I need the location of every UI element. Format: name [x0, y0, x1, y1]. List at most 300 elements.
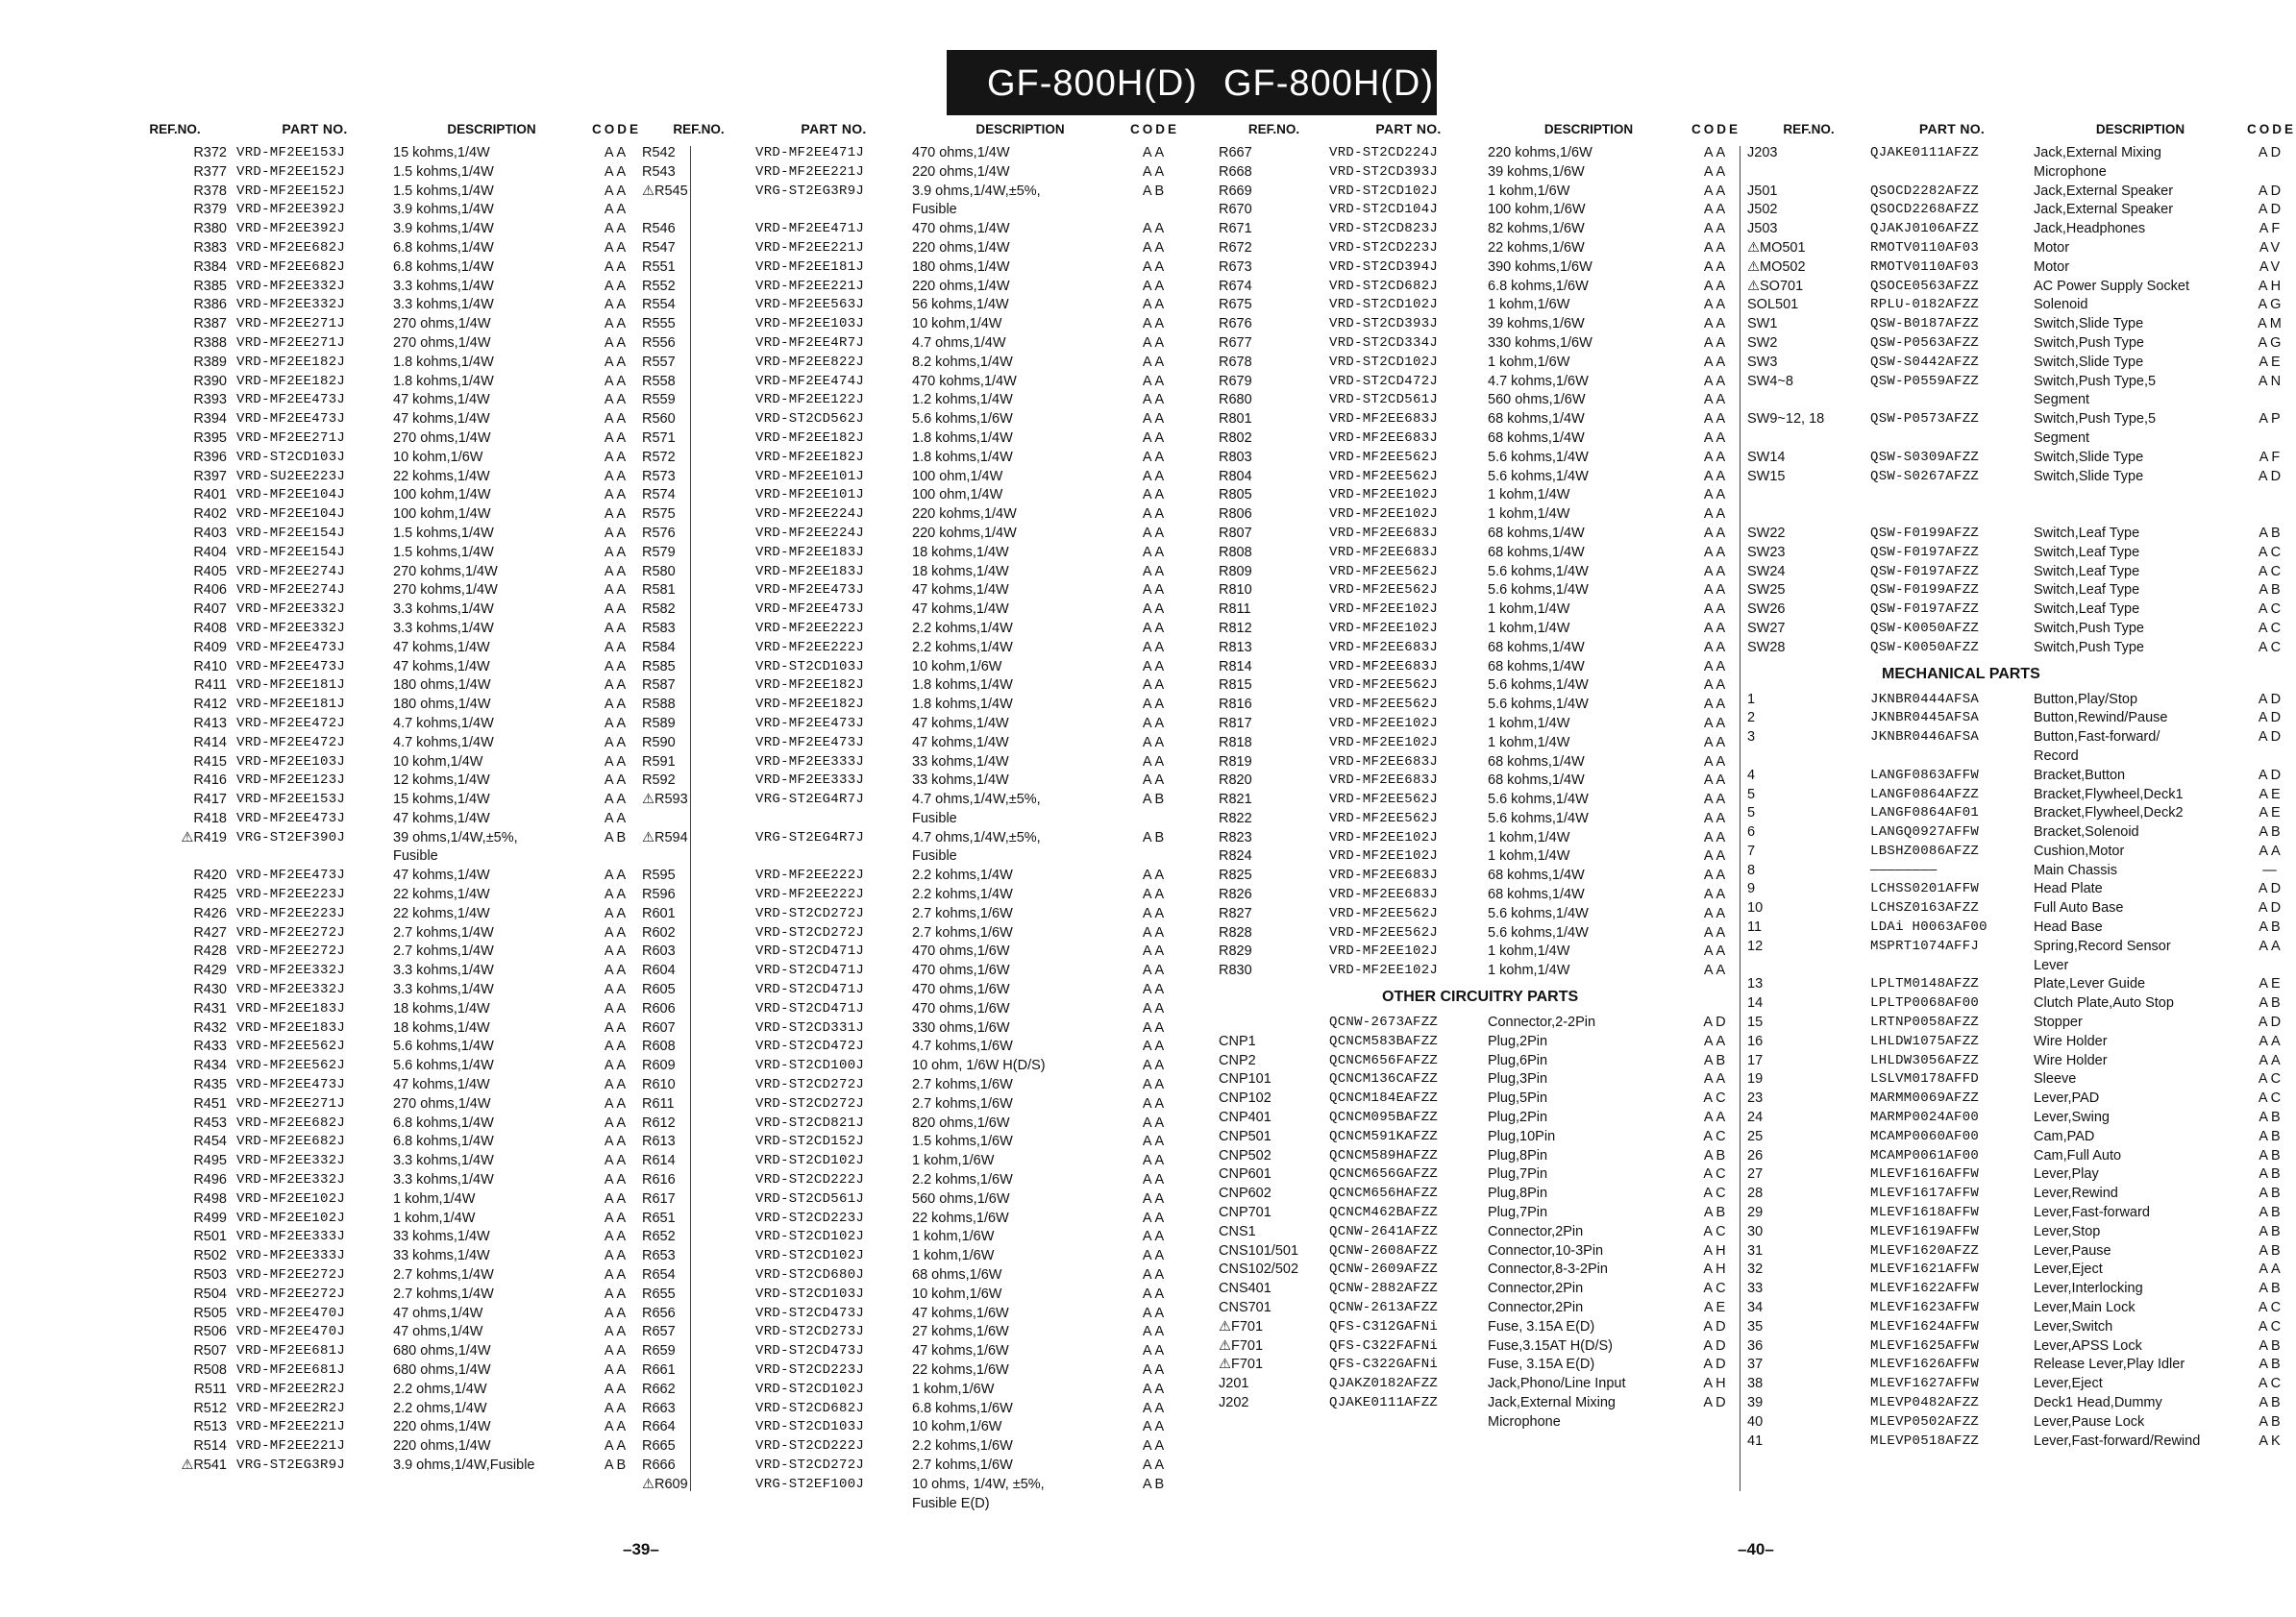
- part-no-cell: VRD-ST2CD272J: [755, 1457, 865, 1473]
- ref-no-cell: R514: [193, 1438, 227, 1455]
- table-row: [642, 1381, 1181, 1400]
- price-code-cell: AB: [1703, 1052, 1729, 1068]
- price-code-cell: AD: [1703, 1015, 1729, 1031]
- description-cell: Fusible: [912, 848, 957, 865]
- price-code-cell: AA: [1142, 1286, 1168, 1302]
- part-no-cell: [755, 201, 912, 220]
- part-no-cell: VRD-MF2EE183J: [755, 544, 865, 560]
- table-row: [123, 296, 643, 315]
- price-code-cell: AB: [2259, 995, 2284, 1012]
- ref-no-cell: 11: [1747, 919, 1763, 936]
- description-cell: Switch,Slide Type: [2034, 316, 2144, 332]
- description-cell: 5.6 kohms,1/4W: [1488, 449, 1589, 465]
- price-code-cell: AA: [1142, 411, 1168, 428]
- part-no-cell: QCNW-2609AFZZ: [1329, 1262, 1439, 1278]
- price-code-cell: AA: [604, 202, 630, 218]
- table-row: [1747, 823, 2295, 843]
- part-no-cell: VRD-ST2CD471J: [755, 963, 865, 979]
- part-no-cell: [1870, 747, 2034, 767]
- ref-no-cell: SW14: [1747, 449, 1786, 465]
- part-no-cell: VRD-MF2EE682J: [236, 239, 346, 256]
- part-no-cell: VRD-MF2EE332J: [236, 601, 346, 618]
- ref-no-cell: R811: [1219, 601, 1251, 618]
- part-no-cell: LPLTP0068AF00: [1870, 995, 1980, 1012]
- price-code-cell: AA: [1142, 715, 1168, 731]
- ref-no-cell: ⚠R593: [642, 792, 688, 808]
- ref-no-cell: R435: [193, 1077, 227, 1093]
- description-cell: 22 kohms,1/6W: [912, 1210, 1009, 1226]
- table-row: [1219, 696, 1742, 715]
- price-code-cell: AA: [1142, 1077, 1168, 1093]
- description-cell: Plug,10Pin: [1488, 1128, 1556, 1144]
- price-code-cell: [1128, 810, 1181, 829]
- ref-no-cell: 36: [1747, 1337, 1764, 1354]
- ref-no-cell: R554: [642, 297, 676, 313]
- table-row: [1747, 1280, 2295, 1299]
- ref-no-cell: R404: [193, 544, 227, 560]
- price-code-cell: [1690, 1413, 1742, 1433]
- description-cell: 220 kohms,1/6W: [1488, 145, 1592, 160]
- part-no-cell: VRD-MF2EE683J: [1329, 658, 1439, 674]
- price-code-cell: AD: [2258, 881, 2284, 897]
- price-code-cell: AA: [1142, 887, 1168, 903]
- ref-no-cell: R816: [1219, 697, 1252, 713]
- part-no-cell: MLEVF1618AFFW: [1870, 1205, 1980, 1221]
- description-cell: 10 ohms, 1/4W, ±5%,: [912, 1476, 1045, 1492]
- table-row: [1747, 239, 2295, 258]
- part-no-cell: VRD-MF2EE473J: [755, 715, 865, 731]
- ref-no-cell: R511: [194, 1381, 227, 1397]
- part-no-cell: LPLTM0148AFZZ: [1870, 976, 1980, 992]
- description-cell: 47 kohms,1/4W: [393, 658, 490, 674]
- ref-no-cell: 6: [1747, 824, 1756, 841]
- ref-no-cell: R502: [193, 1248, 227, 1264]
- description-cell: 5.6 kohms,1/6W: [912, 411, 1013, 428]
- description-cell: Lever,Pause Lock: [2034, 1413, 2145, 1430]
- part-no-cell: VRD-MF2EE182J: [236, 354, 346, 370]
- ref-no-cell: R612: [642, 1115, 676, 1131]
- price-code-cell: AA: [1703, 753, 1729, 770]
- description-cell: 6.8 kohms,1/6W: [912, 1400, 1013, 1416]
- price-code-cell: AA: [1142, 145, 1168, 160]
- description-cell: 22 kohms,1/4W: [393, 887, 490, 903]
- ref-no-cell: ⚠F701: [1219, 1337, 1264, 1354]
- description-cell: Microphone: [2034, 163, 2107, 180]
- price-code-cell: AA: [604, 1058, 630, 1074]
- table-row: [1747, 1337, 2295, 1357]
- part-no-cell: VRD-MF2EE182J: [755, 677, 865, 694]
- description-cell: 270 ohms,1/4W: [393, 334, 491, 351]
- price-code-cell: AA: [1703, 429, 1729, 446]
- price-code-cell: AA: [604, 1153, 630, 1169]
- ref-no-cell: CNP101: [1219, 1071, 1271, 1088]
- price-code-cell: AA: [604, 1229, 630, 1245]
- table-row: [642, 847, 1181, 867]
- description-cell: Fusible: [912, 810, 957, 826]
- ref-no-cell: SW27: [1747, 620, 1786, 636]
- description-cell: 3.3 kohms,1/4W: [393, 601, 494, 618]
- price-code-cell: AA: [1142, 658, 1168, 674]
- part-no-cell: VRD-MF2EE683J: [1329, 639, 1439, 655]
- price-code-cell: AC: [1703, 1090, 1729, 1107]
- ref-no-cell: R418: [193, 810, 227, 826]
- ref-no-cell: 9: [1747, 881, 1756, 897]
- ref-no-cell: R385: [193, 278, 227, 294]
- part-no-cell: VRD-MF2EE681J: [236, 1362, 346, 1378]
- part-no-cell: VRD-MF2EE562J: [1329, 677, 1439, 694]
- ref-no-cell: R824: [1219, 848, 1252, 865]
- ref-no-cell: 17: [1747, 1052, 1764, 1068]
- price-code-cell: AB: [2259, 1147, 2284, 1164]
- ref-no-cell: SW4~8: [1747, 373, 1793, 389]
- table-row: [123, 505, 643, 525]
- ref-no-cell: R417: [193, 792, 227, 808]
- price-code-cell: [2247, 163, 2295, 183]
- description-cell: 5.6 kohms,1/4W: [1488, 582, 1589, 599]
- part-no-cell: VRD-MF2EE271J: [236, 429, 346, 446]
- price-code-cell: AB: [1142, 792, 1168, 808]
- ref-no-cell: R825: [1219, 868, 1252, 884]
- price-code-cell: AA: [1703, 697, 1729, 713]
- table-row: [1747, 296, 2295, 315]
- ref-no-cell: ⚠R545: [642, 183, 688, 199]
- description-cell: 22 kohms,1/4W: [393, 468, 490, 484]
- description-cell: AC Power Supply Socket: [2034, 278, 2189, 294]
- description-cell: 1 kohm,1/6W: [1488, 297, 1570, 313]
- table-row: [1747, 1242, 2295, 1262]
- table-row: [123, 867, 643, 886]
- description-cell: 220 ohms,1/4W: [912, 239, 1010, 256]
- ref-no-cell: R652: [642, 1229, 676, 1245]
- ref-no-cell: 41: [1747, 1433, 1764, 1449]
- ref-no-cell: R662: [642, 1381, 676, 1397]
- ref-no-cell: R676: [1219, 316, 1252, 332]
- price-code-cell: AA: [604, 982, 630, 998]
- part-no-cell: VRD-MF2EE562J: [1329, 449, 1439, 465]
- part-no-cell: VRD-MF2EE101J: [755, 487, 865, 503]
- description-cell: Plug,6Pin: [1488, 1052, 1548, 1068]
- part-no-cell: QJAKZ0182AFZZ: [1329, 1376, 1439, 1392]
- price-code-cell: AA: [604, 334, 630, 351]
- part-no-cell: VRD-MF2EE333J: [755, 772, 865, 789]
- part-no-cell: LCHSS0201AFFW: [1870, 881, 1980, 897]
- price-code-cell: AA: [604, 601, 630, 618]
- description-cell: Bracket,Flywheel,Deck1: [2034, 786, 2184, 802]
- ref-no-cell: R666: [642, 1457, 676, 1473]
- description-cell: 2.7 kohms,1/4W: [393, 1267, 494, 1284]
- part-no-cell: VRD-ST2CD821J: [755, 1115, 865, 1131]
- part-no-cell: VRD-MF2EE562J: [236, 1058, 346, 1074]
- price-code-cell: AA: [1703, 715, 1729, 731]
- table-row: [642, 734, 1181, 753]
- price-code-cell: AB: [1142, 1476, 1168, 1492]
- description-cell: 47 kohms,1/6W: [912, 1305, 1009, 1321]
- part-no-cell: VRD-MF2EE332J: [236, 620, 346, 636]
- price-code-cell: AA: [1703, 639, 1729, 655]
- description-cell: 1 kohm,1/4W: [1488, 963, 1570, 979]
- ref-no-cell: R822: [1219, 810, 1252, 826]
- part-no-cell: VRD-MF2EE562J: [1329, 563, 1439, 579]
- part-no-cell: RMOTV0110AF03: [1870, 239, 1980, 256]
- price-code-cell: AD: [1703, 1395, 1729, 1410]
- part-no-cell: VRD-MF2EE222J: [755, 887, 865, 903]
- part-no-cell: VRD-MF2EE183J: [236, 1019, 346, 1036]
- description-cell: 1.8 kohms,1/4W: [912, 677, 1013, 694]
- part-no-cell: VRD-ST2CD471J: [755, 1000, 865, 1017]
- price-code-cell: AA: [1703, 829, 1729, 845]
- table-row: [1219, 239, 1742, 258]
- part-no-cell: VRD-MF2EE102J: [236, 1210, 346, 1226]
- table-row: [642, 468, 1181, 487]
- ref-no-cell: R508: [193, 1362, 227, 1378]
- table-row: [1219, 449, 1742, 468]
- table-row: [642, 1437, 1181, 1457]
- ref-no-cell: R405: [193, 563, 227, 579]
- price-code-cell: AC: [1703, 1223, 1729, 1239]
- price-code-cell: AA: [1142, 1343, 1168, 1360]
- price-code-cell: AA: [604, 1172, 630, 1188]
- part-no-cell: VRD-ST2CD224J: [1329, 145, 1439, 160]
- price-code-cell: [2247, 957, 2295, 976]
- table-row: [1219, 772, 1742, 791]
- ref-no-cell: R547: [642, 239, 676, 256]
- price-code-cell: AB: [1703, 1205, 1729, 1221]
- part-no-cell: VRD-MF2EE104J: [236, 487, 346, 503]
- ref-no-cell: R503: [193, 1267, 227, 1284]
- ref-no-cell: R415: [193, 753, 227, 770]
- table-row: [123, 1000, 643, 1019]
- ref-no-cell: R410: [193, 658, 227, 674]
- table-row: [1747, 786, 2295, 805]
- ref-no-cell: R383: [193, 239, 227, 256]
- description-cell: 2.2 kohms,1/4W: [912, 868, 1013, 884]
- price-code-cell: AA: [604, 163, 630, 180]
- ref-no-cell: R407: [193, 601, 227, 618]
- column-header: REF.NO. PART NO. DESCRIPTION CODE: [673, 121, 1179, 137]
- description-cell: Switch,Push Type: [2034, 334, 2144, 351]
- ref-no-cell: R512: [193, 1400, 227, 1416]
- part-no-cell: QJAKJ0106AFZZ: [1870, 221, 1980, 237]
- price-code-cell: AA: [604, 411, 630, 428]
- ref-no-cell: R679: [1219, 373, 1252, 389]
- description-cell: Switch,Push Type,5: [2034, 373, 2157, 389]
- price-code-cell: AA: [604, 658, 630, 674]
- price-code-cell: AA: [1142, 258, 1168, 275]
- part-no-cell: QSOCD2268AFZZ: [1870, 202, 1980, 218]
- description-cell: 470 kohms,1/4W: [912, 373, 1017, 389]
- description-cell: Button,Rewind/Pause: [2034, 710, 2168, 726]
- ref-no-cell: R546: [642, 221, 676, 237]
- description-cell: 3.3 kohms,1/4W: [393, 1172, 494, 1188]
- part-no-cell: VRD-MF2EE332J: [236, 278, 346, 294]
- price-code-cell: AA: [1142, 905, 1168, 921]
- price-code-cell: AN: [2258, 373, 2284, 389]
- price-code-cell: AA: [604, 734, 630, 750]
- table-row: [1747, 747, 2295, 767]
- description-cell: 4.7 kohms,1/6W: [1488, 373, 1589, 389]
- part-no-cell: VRD-MF2EE473J: [236, 658, 346, 674]
- price-code-cell: AA: [604, 145, 630, 160]
- price-code-cell: AA: [1703, 677, 1729, 694]
- part-no-cell: VRD-MF2EE2R2J: [236, 1381, 346, 1397]
- ref-no-cell: R542: [642, 145, 676, 160]
- part-no-cell: [1870, 486, 2034, 505]
- parts-column-1: [123, 115, 643, 1476]
- description-cell: 220 kohms,1/4W: [912, 525, 1017, 541]
- description-cell: Switch,Push Type,5: [2034, 411, 2157, 428]
- price-code-cell: AA: [1703, 1110, 1729, 1126]
- section-heading-other-circuitry: OTHER CIRCUITRY PARTS: [1382, 989, 1579, 1006]
- table-row: [123, 658, 643, 677]
- table-row: [1747, 1147, 2295, 1166]
- ref-no-cell: SW15: [1747, 468, 1786, 484]
- price-code-cell: AA: [1142, 982, 1168, 998]
- ref-no-cell: R498: [193, 1190, 227, 1207]
- ref-no-cell: R432: [193, 1019, 227, 1036]
- price-code-cell: AK: [2259, 1433, 2284, 1449]
- ref-no-cell: R659: [642, 1343, 676, 1360]
- ref-no-cell: R603: [642, 943, 676, 960]
- description-cell: 1.5 kohms,1/4W: [393, 525, 494, 541]
- price-code-cell: AB: [2259, 1395, 2284, 1410]
- price-code-cell: AB: [2259, 1110, 2284, 1126]
- ref-no-cell: 31: [1747, 1242, 1764, 1259]
- ref-no-cell: J502: [1747, 202, 1778, 218]
- ref-no-cell: 40: [1747, 1413, 1764, 1430]
- ref-no-cell: [1747, 391, 1870, 410]
- part-no-cell: VRD-MF2EE272J: [236, 1267, 346, 1284]
- ref-no-cell: 28: [1747, 1186, 1764, 1202]
- price-code-cell: AD: [1703, 1357, 1729, 1373]
- part-no-cell: VRD-ST2CD100J: [755, 1058, 865, 1074]
- price-code-cell: AA: [604, 905, 630, 921]
- ref-no-cell: R677: [1219, 334, 1252, 351]
- table-row: [1747, 505, 2295, 525]
- ref-no-cell: [642, 1495, 755, 1514]
- description-cell: 180 ohms,1/4W: [393, 677, 491, 694]
- part-no-cell: VRD-MF2EE101J: [755, 468, 865, 484]
- ref-no-cell: R573: [642, 468, 676, 484]
- description-cell: 10 kohm,1/4W: [912, 316, 1002, 332]
- ref-no-cell: CNS102/502: [1219, 1262, 1299, 1278]
- part-no-cell: VRD-ST2CD102J: [1329, 183, 1439, 199]
- table-row: [1747, 429, 2295, 449]
- price-code-cell: AA: [1703, 963, 1729, 979]
- ref-no-cell: R453: [193, 1115, 227, 1131]
- price-code-cell: AA: [604, 1343, 630, 1360]
- description-cell: 15 kohms,1/4W: [393, 792, 490, 808]
- table-row: [1747, 1033, 2295, 1052]
- price-code-cell: AD: [2258, 729, 2284, 746]
- price-code-cell: AA: [1142, 1438, 1168, 1455]
- table-row: [642, 163, 1181, 183]
- price-code-cell: AA: [1142, 1229, 1168, 1245]
- price-code-cell: AA: [1703, 620, 1729, 636]
- table-row: [1747, 639, 2295, 658]
- price-code-cell: AA: [604, 1362, 630, 1378]
- table-row: [1219, 924, 1742, 943]
- ref-no-cell: R396: [193, 449, 227, 465]
- table-row: [123, 924, 643, 943]
- price-code-cell: AB: [1703, 1147, 1729, 1164]
- part-no-cell: VRD-MF2EE102J: [1329, 734, 1439, 750]
- description-cell: 15 kohms,1/4W: [393, 145, 490, 160]
- part-no-cell: VRD-MF2EE102J: [1329, 848, 1439, 865]
- table-row: [642, 791, 1181, 810]
- ref-no-cell: R817: [1219, 715, 1252, 731]
- description-cell: Lever,Swing: [2034, 1110, 2110, 1126]
- ref-no-cell: SW3: [1747, 354, 1778, 370]
- description-cell: 220 kohms,1/4W: [912, 506, 1017, 523]
- part-no-cell: VRD-ST2CD472J: [755, 1039, 865, 1055]
- part-no-cell: VRD-MF2EE272J: [236, 943, 346, 960]
- part-no-cell: LANGF0864AF01: [1870, 805, 1980, 821]
- price-code-cell: AB: [2259, 1186, 2284, 1202]
- table-row: [123, 1115, 643, 1134]
- price-code-cell: AC: [2258, 1318, 2284, 1335]
- description-cell: 1.2 kohms,1/4W: [912, 392, 1013, 408]
- table-row: [123, 1057, 643, 1076]
- description-cell: 47 kohms,1/4W: [912, 715, 1009, 731]
- description-cell: Switch,Slide Type: [2034, 449, 2144, 465]
- table-row: [1747, 315, 2295, 334]
- ref-no-cell: R581: [642, 582, 676, 599]
- price-code-cell: AM: [2258, 316, 2284, 332]
- table-row: [1747, 1413, 2295, 1433]
- ref-no-cell: R425: [193, 887, 227, 903]
- ref-no-cell: R810: [1219, 582, 1252, 599]
- table-row: [642, 600, 1181, 620]
- part-no-cell: VRD-MF2EE473J: [236, 810, 346, 826]
- description-cell: Connector,2Pin: [1488, 1300, 1584, 1316]
- price-code-cell: AC: [2258, 1376, 2284, 1392]
- price-code-cell: AA: [1703, 373, 1729, 389]
- price-code-cell: AA: [1703, 278, 1729, 294]
- table-row: [1219, 278, 1742, 297]
- price-code-cell: AB: [2259, 1413, 2284, 1430]
- price-code-cell: [1128, 847, 1181, 867]
- table-row: [1219, 1052, 1742, 1071]
- description-cell: 2.2 ohms,1/4W: [393, 1381, 487, 1397]
- ref-no-cell: [1747, 747, 1870, 767]
- table-row: [123, 334, 643, 354]
- part-no-cell: LHLDW1075AFZZ: [1870, 1033, 1980, 1049]
- ref-no-cell: 24: [1747, 1110, 1764, 1126]
- ref-no-cell: 29: [1747, 1205, 1764, 1221]
- description-cell: 6.8 kohms,1/6W: [1488, 278, 1589, 294]
- part-no-cell: VRD-MF2EE183J: [236, 1000, 346, 1017]
- table-row: [642, 620, 1181, 639]
- price-code-cell: AA: [1703, 221, 1729, 237]
- table-row: [1747, 1299, 2295, 1318]
- price-code-cell: AA: [1703, 525, 1729, 541]
- part-no-cell: VRD-MF2EE333J: [236, 1229, 346, 1245]
- table-row: [1747, 525, 2295, 544]
- description-cell: 2.7 kohms,1/6W: [912, 924, 1013, 941]
- table-row: [123, 1076, 643, 1095]
- price-code-cell: AC: [1703, 1128, 1729, 1144]
- description-cell: 100 kohm,1/6W: [1488, 202, 1586, 218]
- table-row: [123, 886, 643, 905]
- price-code-cell: AA: [1703, 905, 1729, 921]
- parts-list-1: [123, 144, 643, 1476]
- part-no-cell: QCNCM656FAFZZ: [1329, 1052, 1439, 1068]
- ref-no-cell: R610: [642, 1077, 676, 1093]
- price-code-cell: AA: [604, 297, 630, 313]
- price-code-cell: AD: [2258, 1015, 2284, 1031]
- table-row: [642, 278, 1181, 297]
- price-code-cell: AA: [1142, 1134, 1168, 1150]
